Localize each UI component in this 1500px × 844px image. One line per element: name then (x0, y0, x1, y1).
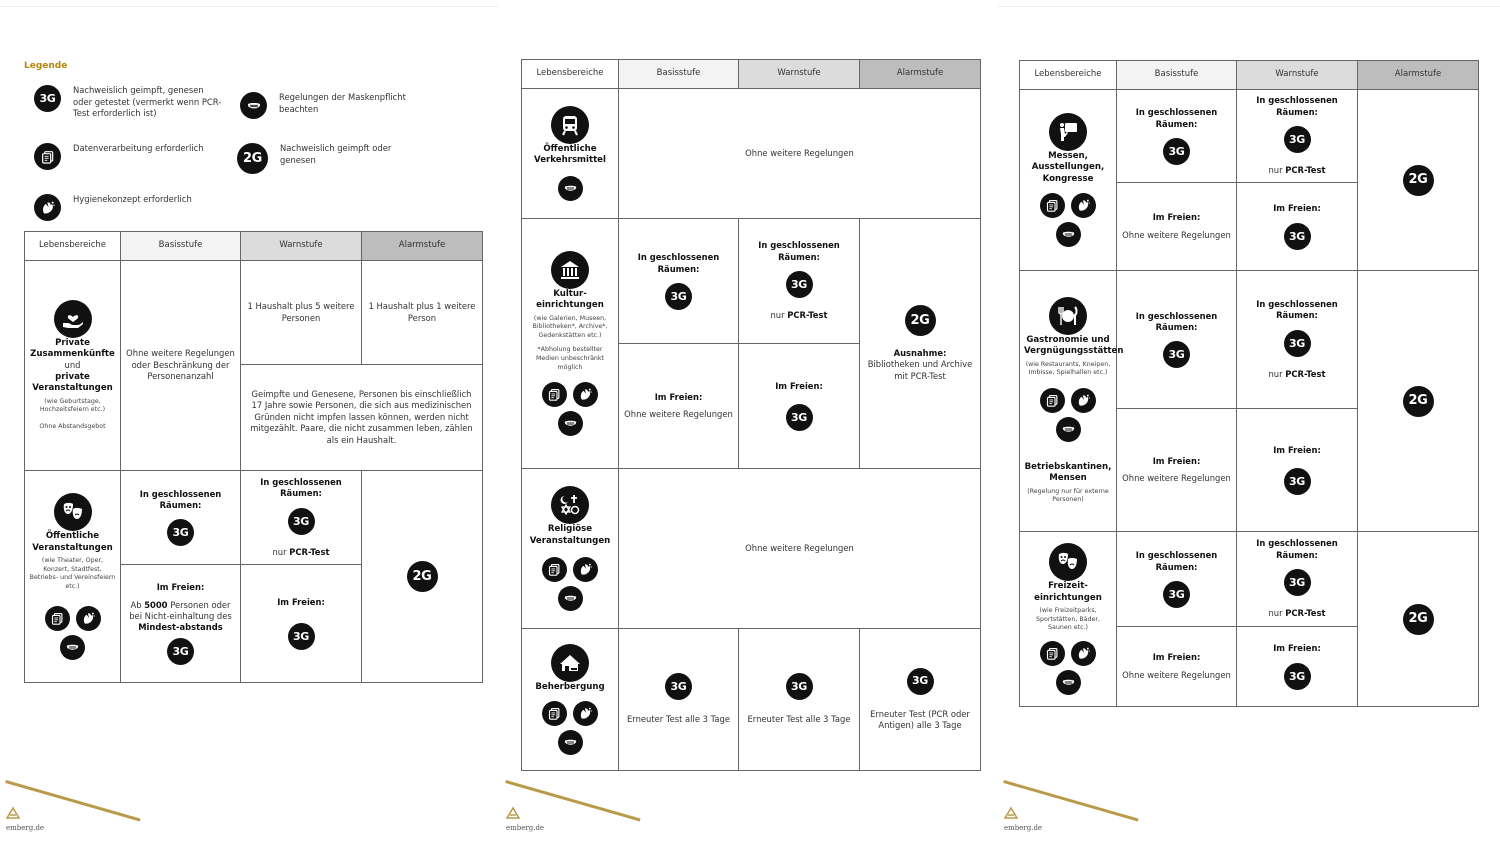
mask-icon (558, 586, 583, 611)
condition-label: In geschlossenen Räumen: (1256, 538, 1338, 560)
rules-table-1 (24, 231, 483, 683)
area-name: Kultur-einrichtungen (536, 288, 604, 311)
area-gastro (1020, 271, 1124, 532)
footer-site[interactable]: emberg.de (6, 824, 45, 832)
footer-decor-line (5, 780, 140, 821)
badge-3g-icon: 3G (907, 668, 934, 695)
condition-label: In geschlossenen Räumen: (1135, 107, 1218, 129)
header-basis: Basisstufe (121, 232, 241, 261)
badge-3g-icon: 3G (167, 519, 194, 546)
badge-3g-icon: 3G (1163, 341, 1190, 368)
rule-text: Erneuter Test alle 3 Tage (747, 714, 851, 725)
header-alarm: Alarmstufe (1358, 61, 1479, 90)
badge-2g-icon: 2G (1403, 165, 1434, 196)
cell-leisure-basis-indoor (1117, 532, 1237, 627)
area-leisure (1020, 532, 1117, 707)
area-name: Öffentliche Verkehrsmittel (534, 143, 606, 165)
cell-religion-all: Ohne weitere Regelungen (619, 469, 981, 629)
rule-text: Erneuter Test alle 3 Tage (627, 714, 730, 725)
hygiene-icon (1071, 193, 1096, 218)
mask-icon (558, 176, 583, 201)
hygiene-icon (573, 557, 598, 582)
rule-text: Ohne weitere Regelungen (1122, 229, 1231, 240)
hygiene-icon (34, 194, 61, 221)
badge-2g-icon: 2G (1403, 386, 1434, 417)
hygiene-icon (1071, 388, 1096, 413)
legend-text-mask: Regelungen der Maskenpflicht beachten (279, 92, 406, 114)
condition-label: Im Freien: (1273, 444, 1321, 455)
area-lodging (522, 629, 619, 771)
condition-label: In geschlossenen Räumen: (1135, 550, 1218, 572)
cell-lodging-alarm (860, 629, 981, 771)
badge-3g-icon: 3G (786, 404, 813, 431)
pcr-note: nur PCR-Test (1268, 608, 1326, 619)
outdoor-rule: Ab 5000 Personen oder bei Nicht-einhaltung des Mindest-abstands (129, 599, 232, 633)
condition-label: In geschlossenen Räumen: (637, 252, 720, 274)
data-processing-icon (34, 143, 61, 170)
data-processing-icon (542, 382, 567, 407)
theater-masks-icon (54, 493, 92, 531)
mask-icon (240, 92, 267, 119)
header-basis: Basisstufe (1117, 61, 1237, 90)
cell-leisure-basis-outdoor (1117, 627, 1237, 707)
cell-private-alarm: 1 Haushalt plus 1 weitere Person (362, 261, 483, 365)
dining-icon (1049, 297, 1087, 335)
mask-icon (558, 411, 583, 436)
area-note: Ohne Abstandsgebot (39, 422, 106, 430)
cell-gastro-warn-indoor (1237, 271, 1358, 409)
badge-3g-icon: 3G (1284, 330, 1311, 357)
cell-culture-basis-indoor (619, 219, 739, 344)
area-name: Religiöse Veranstaltungen (529, 524, 611, 546)
page-top-line (0, 6, 498, 7)
header-alarm: Alarmstufe (362, 232, 483, 261)
alarm-exception-text: Bibliotheken und Archive mit PCR-Test (867, 359, 973, 381)
cell-private-basis: Ohne weitere Regelungen oder Beschränkung der Personenanzahl (121, 261, 241, 471)
condition-label: In geschlossenen Räumen: (1135, 310, 1218, 332)
cell-culture-alarm (860, 219, 981, 469)
condition-label: Im Freien: (654, 391, 703, 402)
cell-lodging-basis (619, 629, 739, 771)
pcr-note: nur PCR-Test (770, 310, 828, 321)
cell-private-warn: 1 Haushalt plus 5 weitere Personen (241, 261, 362, 365)
area-name: Private Zusammenkünfte (30, 337, 115, 359)
legend-text-3g: Nachweislich geimpft, genesen oder getestet (vermerkt wenn PCR-Test erforderlich ist) (73, 85, 222, 119)
pcr-note: nur PCR-Test (1268, 165, 1326, 176)
badge-3g-icon: 3G (288, 623, 315, 650)
badge-3g-icon: 3G (665, 673, 692, 700)
condition-label: Im Freien: (277, 597, 325, 608)
cell-fairs-basis-outdoor (1117, 183, 1237, 271)
area-events (25, 471, 121, 683)
tram-icon (551, 106, 589, 144)
condition-label: In geschlossenen Räumen: (1256, 298, 1338, 321)
cell-gastro-warn-outdoor (1237, 409, 1358, 532)
cell-events-warn-indoor (241, 471, 362, 565)
condition-label: In geschlossenen Räumen: (758, 240, 840, 262)
city-logo-icon (1004, 806, 1018, 820)
cell-culture-basis-outdoor (619, 344, 739, 469)
area-name: Messen, Ausstellungen, Kongresse (1031, 150, 1105, 184)
cell-gastro-alarm (1358, 271, 1479, 532)
footer-decor-line (505, 780, 640, 821)
mask-icon (558, 730, 583, 755)
rules-table-3 (1019, 60, 1479, 707)
cell-events-basis-indoor (121, 471, 241, 565)
cell-leisure-alarm (1358, 532, 1479, 707)
area-sub-2: (Regelung nur für externe Personen) (1027, 487, 1109, 504)
mask-icon (1056, 222, 1081, 247)
badge-2g-icon: 2G (905, 305, 936, 336)
badge-2g-icon: 2G (237, 143, 268, 174)
header-warn: Warnstufe (241, 232, 362, 261)
pcr-note: nur PCR-Test (272, 546, 330, 557)
badge-3g-icon: 3G (1284, 126, 1311, 153)
header-warn: Warnstufe (739, 60, 860, 89)
cell-leisure-warn-outdoor (1237, 627, 1358, 707)
area-name-and: und (64, 360, 81, 371)
hygiene-icon (573, 701, 598, 726)
badge-3g-icon: 3G (1284, 663, 1311, 690)
legend-item-3g (34, 85, 224, 120)
badge-3g-icon: 3G (167, 638, 194, 665)
area-sub: (wie Freizeitparks, Sportstätten, Bäder, Saunen etc.) (1036, 607, 1100, 632)
pcr-note: nur PCR-Test (1268, 368, 1326, 379)
cell-events-alarm (362, 471, 483, 683)
religion-symbols-icon (551, 486, 589, 524)
legend-item-data (34, 143, 224, 170)
alarm-exception-title: Ausnahme: (893, 347, 947, 358)
data-processing-icon (1040, 641, 1065, 666)
city-logo-icon (6, 806, 20, 820)
header-warn: Warnstufe (1237, 61, 1358, 90)
cell-culture-warn-outdoor (739, 344, 860, 469)
area-private (25, 261, 121, 471)
footer-decor-line (1003, 780, 1138, 821)
cell-events-basis-outdoor (121, 565, 241, 683)
area-fairs (1020, 90, 1117, 271)
condition-label: Im Freien: (1152, 212, 1201, 223)
badge-3g-icon: 3G (1284, 468, 1311, 495)
data-processing-icon (45, 606, 70, 631)
area-sub: (wie Galerien, Museen, Bibliotheken*, Archive*, Gedenkstätten etc.) (532, 314, 608, 339)
area-transport (522, 89, 619, 219)
area-name: Öffentliche Veranstaltungen (32, 531, 113, 553)
badge-2g-icon: 2G (407, 561, 438, 592)
hand-heart-icon (54, 300, 92, 338)
cell-fairs-warn-indoor (1237, 90, 1358, 183)
city-logo-icon (506, 806, 520, 820)
data-processing-icon (1040, 193, 1065, 218)
area-name-2: private Veranstaltungen (32, 371, 113, 394)
museum-icon (551, 251, 589, 289)
badge-3g-icon: 3G (1163, 138, 1190, 165)
header-area: Lebensbereiche (25, 232, 121, 261)
badge-3g-icon: 3G (1284, 223, 1311, 250)
condition-label: Im Freien: (156, 582, 205, 593)
page-top-line (998, 6, 1500, 7)
area-note: *Abholung bestellter Medien unbeschränkt möglich (535, 346, 605, 371)
area-sub: (wie Theater, Oper, Konzert, Stadtfest, Betriebs- und Vereinsfeiern etc.) (29, 557, 116, 590)
condition-label: Im Freien: (1152, 652, 1201, 663)
page-1 (0, 0, 498, 844)
area-name: Beherbergung (535, 681, 605, 692)
area-name-2: Betriebskantinen, Mensen (1024, 462, 1112, 484)
legend-item-2g (237, 143, 427, 174)
area-religion (522, 469, 619, 629)
cell-fairs-basis-indoor (1117, 90, 1237, 183)
badge-3g-icon: 3G (786, 271, 813, 298)
area-culture (522, 219, 619, 469)
presentation-icon (1049, 113, 1087, 151)
header-area: Lebensbereiche (1020, 61, 1117, 90)
theater-masks-icon (1049, 543, 1087, 581)
rules-table-2 (521, 59, 981, 771)
condition-label: In geschlossenen Räumen: (139, 488, 222, 510)
area-name: Gastronomie und Vergnügungsstätten (1024, 335, 1124, 357)
condition-label: Im Freien: (1273, 643, 1321, 654)
lodging-house-icon (551, 644, 589, 682)
cell-culture-warn-indoor (739, 219, 860, 344)
area-name: Freizeit-einrichtungen (1034, 581, 1102, 603)
header-basis: Basisstufe (619, 60, 739, 89)
legend-item-hygiene (34, 194, 224, 221)
header-alarm: Alarmstufe (860, 60, 981, 89)
cell-lodging-warn (739, 629, 860, 771)
data-processing-icon (542, 557, 567, 582)
mask-icon (1056, 417, 1081, 442)
area-sub: (wie Restaurants, Kneipen, Imbisse, Spielhallen etc.) (1025, 360, 1111, 377)
cell-fairs-warn-outdoor (1237, 183, 1358, 271)
page-3 (998, 0, 1500, 844)
legend-title: Legende (24, 61, 68, 71)
badge-3g-icon: 3G (34, 85, 61, 112)
cell-gastro-basis-indoor (1117, 271, 1237, 409)
legend-text-2g: Nachweislich geimpft oder genesen (280, 143, 392, 165)
footer-site[interactable]: emberg.de (506, 824, 545, 832)
mask-icon (60, 635, 85, 660)
condition-label: Im Freien: (1273, 203, 1321, 214)
hygiene-icon (573, 382, 598, 407)
badge-3g-icon: 3G (288, 508, 315, 535)
hygiene-icon (1071, 641, 1096, 666)
data-processing-icon (1040, 388, 1065, 413)
condition-label: In geschlossenen Räumen: (1256, 95, 1338, 117)
data-processing-icon (542, 701, 567, 726)
cell-fairs-alarm (1358, 90, 1479, 271)
condition-label: Im Freien: (775, 380, 823, 391)
rule-text: Ohne weitere Regelungen (624, 409, 733, 419)
condition-label: Im Freien: (1152, 455, 1201, 466)
badge-3g-icon: 3G (665, 283, 692, 310)
badge-3g-icon: 3G (786, 673, 813, 700)
rule-text: Ohne weitere Regelungen (1122, 473, 1231, 483)
rule-text: Ohne weitere Regelungen (1122, 669, 1231, 680)
footer-site[interactable]: emberg.de (1004, 824, 1043, 832)
mask-icon (1056, 670, 1081, 695)
area-sub: (wie Geburtstage, Hochzeitsfeiern etc.) (39, 397, 106, 414)
legend-text-hygiene: Hygienekonzept erforderlich (73, 194, 192, 204)
cell-leisure-warn-indoor (1237, 532, 1358, 627)
header-area: Lebensbereiche (522, 60, 619, 89)
condition-label: In geschlossenen Räumen: (260, 476, 342, 499)
legend-text-data: Datenverarbeitung erforderlich (73, 143, 204, 153)
page-2 (500, 0, 998, 844)
cell-transport-all: Ohne weitere Regelungen (619, 89, 981, 219)
badge-3g-icon: 3G (1163, 581, 1190, 608)
badge-3g-icon: 3G (1284, 569, 1311, 596)
rule-text: Erneuter Test (PCR oder Antigen) alle 3 Tage (870, 708, 970, 730)
cell-gastro-basis-outdoor (1117, 409, 1237, 532)
cell-private-counting: Geimpfte und Genesene, Personen bis einschließlich 17 Jahre sowie Personen, die sich aus medizinischen Gründen nicht impfen lassen können, werden nicht mitgezählt. Paare, die nicht zusammen leben, zählen als ein Haushalt. (241, 365, 483, 471)
cell-events-warn-outdoor (241, 565, 362, 683)
badge-2g-icon: 2G (1403, 604, 1434, 635)
hygiene-icon (76, 606, 101, 631)
legend-item-mask (240, 92, 430, 119)
